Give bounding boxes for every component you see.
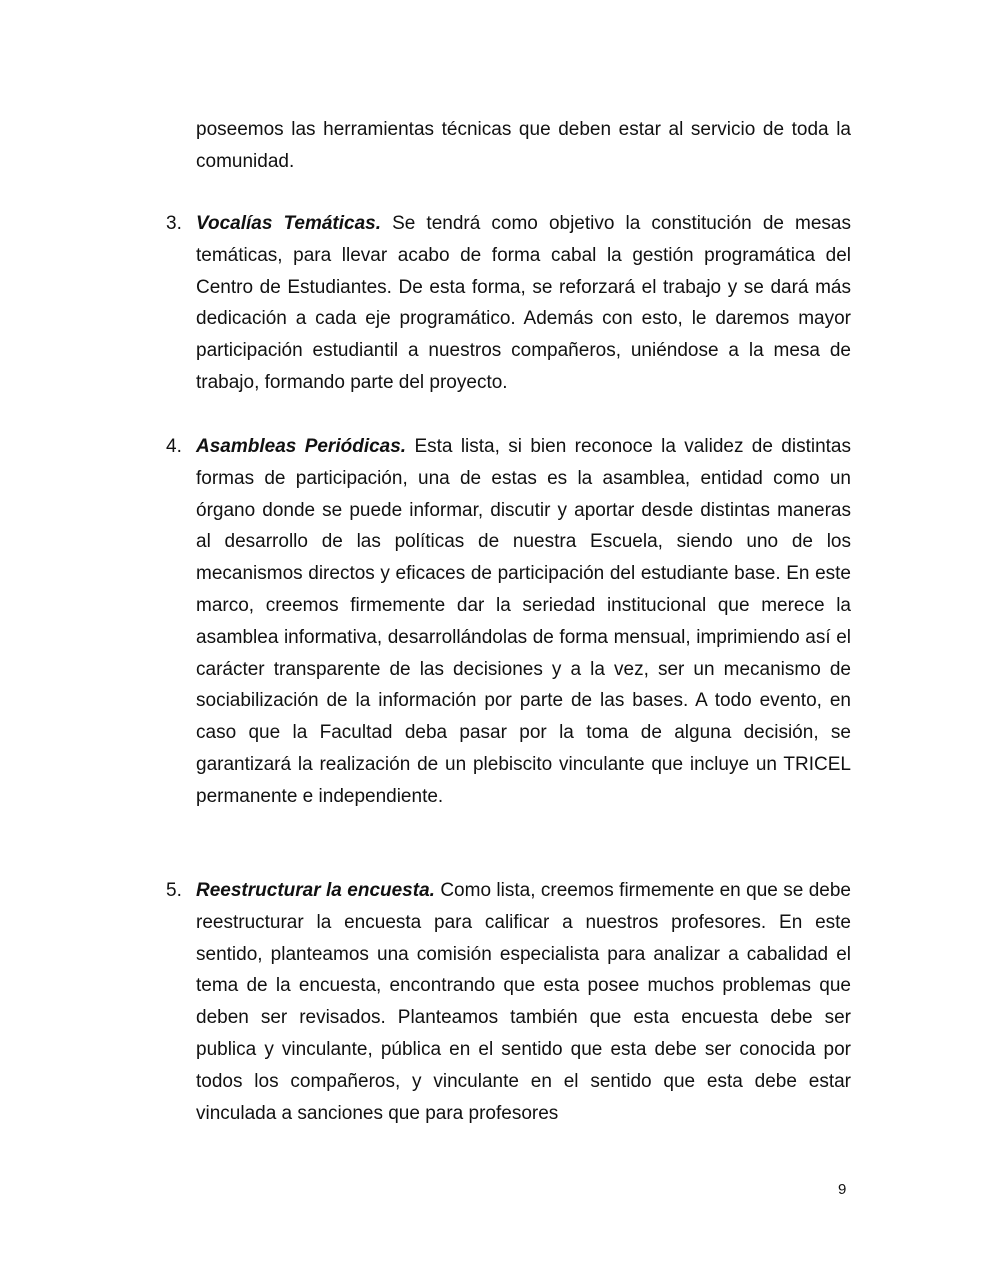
list-item-number: 3. bbox=[166, 213, 182, 234]
list-item-text: Se tendrá como objetivo la constitución de mesas temáticas, para llevar acabo de forma cabal la gestión programática del Centro de Estudiantes. De esta forma, se reforzará el trabajo y se dará más dedicación a cada eje programático. Además con esto, le daremos mayor participación estudiantil a nuestros compañeros, uniéndose a la mesa de trabajo, formando parte del proyecto. bbox=[196, 213, 851, 393]
list-item-paragraph bbox=[196, 431, 851, 813]
intro-paragraph: poseemos las herramientas técnicas que deben estar al servicio de toda la comunidad. bbox=[196, 119, 851, 172]
list-item-title: Reestructurar la encuesta. bbox=[196, 880, 435, 901]
list-item-paragraph bbox=[196, 208, 851, 399]
list-item-text: Como lista, creemos firmemente en que se debe reestructurar la encuesta para calificar a nuestros profesores. En este sentido, planteamos una comisión especialista para analizar a cabalidad el tema de la encuesta, encontrando que esta posee muchos problemas que deben ser revisados. Planteamos también que esta encuesta debe ser publica y vinculante, pública en el sentido que esta debe ser conocida por todos los compañeros, y vinculante en el sentido que esta debe estar vinculada a sanciones que para profesores bbox=[196, 880, 851, 1124]
list-item-number: 5. bbox=[166, 880, 182, 901]
list-item-title: Asambleas Periódicas. bbox=[196, 436, 407, 457]
page-number: 9 bbox=[838, 1181, 847, 1198]
list-item-text: Esta lista, si bien reconoce la validez de distintas formas de participación, una de estas es la asamblea, entidad como un órgano donde se puede informar, discutir y aportar desde distintas maneras al desarrollo de las políticas de nuestra Escuela, siendo uno de los mecanismos directos y eficaces de participación del estudiante base. En este marco, creemos firmemente dar la seriedad institucional que merece la asamblea informativa, desarrollándolas de forma mensual, imprimiendo así el carácter transparente de las decisiones y a la vez, ser un mecanismo de sociabilización de la información por parte de las bases. A todo evento, en caso que la Facultad deba pasar por la toma de alguna decisión, se garantizará la realización de un plebiscito vinculante que incluye un TRICEL permanente e independiente. bbox=[196, 436, 852, 807]
list-item-paragraph bbox=[196, 875, 851, 1129]
list-item-number: 4. bbox=[166, 436, 182, 457]
list-item-title: Vocalías Temáticas. bbox=[196, 213, 382, 234]
